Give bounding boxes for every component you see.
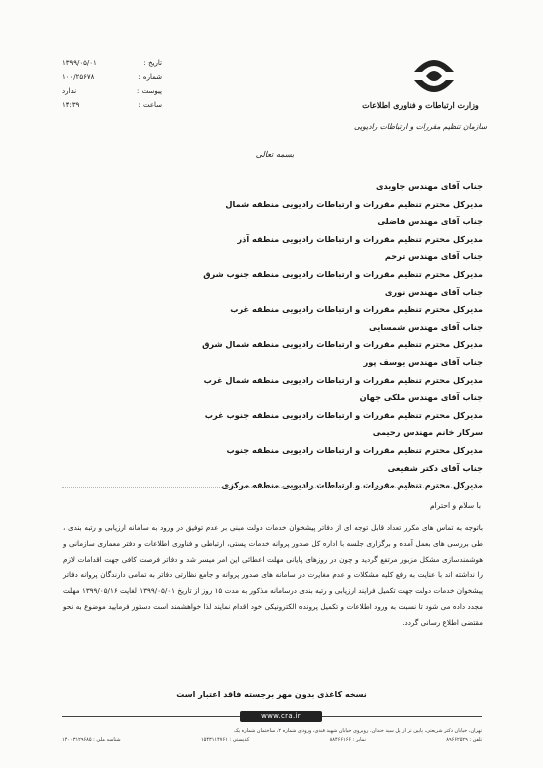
meta-attachment-label: پیوست : [137,87,162,95]
recipient-line: مدیرکل محترم تنظیم مقررات و ارتباطات رادیویی منطقه شمال غرب [203,374,483,385]
website-link[interactable]: www.cra.ir [240,711,322,722]
recipient-line: جناب آقای مهندس ملکی جهان [359,392,483,403]
meta-attachment-value: ندارد [62,87,77,95]
letter-body-paragraph: باتوجه به تماس های مکرر تعداد قابل توجه ای از دفاتر پیشخوان خدمات دولت مبنی بر عدم توفیق در ورود به سامانه ارزیابی و رتبه بندی ، طی بررسی های بعمل آمده و برگزاری جلسه با اداره کل صدور پروانه خدمات پستی، ارتباطی و فناوری اطلاعات و دفتر معماری سازمانی و هوشمندسازی مشکل مزبور مرتفع گردید و چون در روزهای پایانی مهلت اعطائی این امر میسر شد و دفاتر فرصت کافی جهت اقدامات لازم را نداشته اند با عنایت به رفع کلیه مشکلات و عدم مغایرت در سامانه های صدور پروانه و جامع نظارتی دفاتر به تمامی دارندگان پروانه دفاتر پیشخوان خدمات دولت جهت تکمیل فرایند ارزیابی و رتبه بندی درسامانه مذکور به مدت ۱۵ روز از تاریخ ۱۳۹۹/۰۵/۰۱ لغایت ۱۳۹۹/۰۵/۱۶ مهلت مجدد داده می شود تا نسبت به ورود اطلاعات و تکمیل پرونده الکترونیکی خود اقدام نمایند لذا خواهشمند است دستور فرمایید موضوع به نحو مقتضی اطلاع رسانی گردد. [63,523,483,627]
meta-number-value: ۱۰۰/۲۵۶۷۸ [62,73,95,81]
footer-address-block [62,727,482,745]
letter-meta [62,56,162,112]
organization-name: سازمان تنظیم مقررات و ارتباطات رادیویی [353,122,487,131]
basmala: بسمه تعالی [255,150,295,159]
meta-number-label: شماره : [138,73,162,81]
recipient-line: سرکار خانم مهندس رحیمی [372,427,483,438]
recipient-line: مدیرکل محترم تنظیم مقررات و ارتباطات رادیویی منطقه آذر [237,233,483,244]
recipient-line: مدیرکل محترم تنظیم مقررات و ارتباطات رادیویی منطقه جنوب شرق [203,268,483,279]
recipient-line: مدیرکل محترم تنظیم مقررات و ارتباطات رادیویی منطقه شمال شرق [202,339,483,350]
greeting: با سلام و احترام [429,501,481,510]
footer-address: تهران، خیابان دکتر شریعتی، پایین تر از پل سید خندان، روبروی خیابان شهید قندی، ورودی شماره ۲، ساختمان شماره یک [234,728,482,734]
meta-time-label: ساعت : [138,101,162,109]
footer-contacts [62,736,482,745]
recipient-line: جناب آقای مهندس جاویدی [375,181,483,191]
recipient-line: مدیرکل محترم تنظیم مقررات و ارتباطات رادیویی منطقه شمال [225,198,483,209]
meta-date-label: تاریخ : [143,59,162,67]
meta-attachment [62,84,162,98]
recipient-line: جناب آقای دکتر شفیعی [387,462,483,473]
recipient-line: جناب آقای مهندس شمسایی [369,321,483,332]
letter-body [63,520,483,631]
meta-date [62,56,162,70]
recipient-line: جناب آقای مهندس نوری [384,286,483,297]
ministry-name: وزارت ارتباطات و فناوری اطلاعات [362,100,479,110]
footer-bar [62,711,482,722]
ministry-logo-icon [408,52,460,100]
footer-phone: تلفن : ۸۹۶۶۲۵۲۹ [446,737,482,743]
meta-number [62,70,162,84]
recipient-line: مدیرکل محترم تنظیم مقررات و ارتباطات رادیویی منطقه جنوب [226,444,483,455]
recipient-line: جناب آقای مهندس فاضلی [377,216,483,227]
recipient-line: جناب آقای مهندس یوسف پور [363,356,483,367]
meta-date-value: ۱۳۹۹/۰۵/۰۱ [62,59,97,67]
meta-time-value: ۱۴:۳۹ [62,101,80,109]
recipient-list [103,178,483,495]
footer-fax: نمابر : ۸۸۴۶۶۱۶۶ [329,737,366,743]
recipient-line: مدیرکل محترم تنظیم مقررات و ارتباطات رادیویی منطقه جنوب غرب [204,409,483,420]
organization-header [354,100,487,131]
footer-postal: کدپستی : ۱۵۴۳۱۱۴۷۶۱ [200,737,250,743]
recipient-line: مدیرکل محترم تنظیم مقررات و ارتباطات رادیویی منطقه مرکزی [221,480,483,491]
footer-national-id: شناسه ملی : ۱۴۰۰۳۱۲۹۶۸۵ [62,737,121,743]
meta-time [62,98,162,112]
recipient-line: جناب آقای مهندس ترحم [384,251,483,262]
separator-line [62,487,482,488]
recipient-line: مدیرکل محترم تنظیم مقررات و ارتباطات رادیویی منطقه غرب [230,304,483,315]
stamp-note: نسخه کاغذی بدون مهر برجسته فاقد اعتبار است [176,690,367,699]
